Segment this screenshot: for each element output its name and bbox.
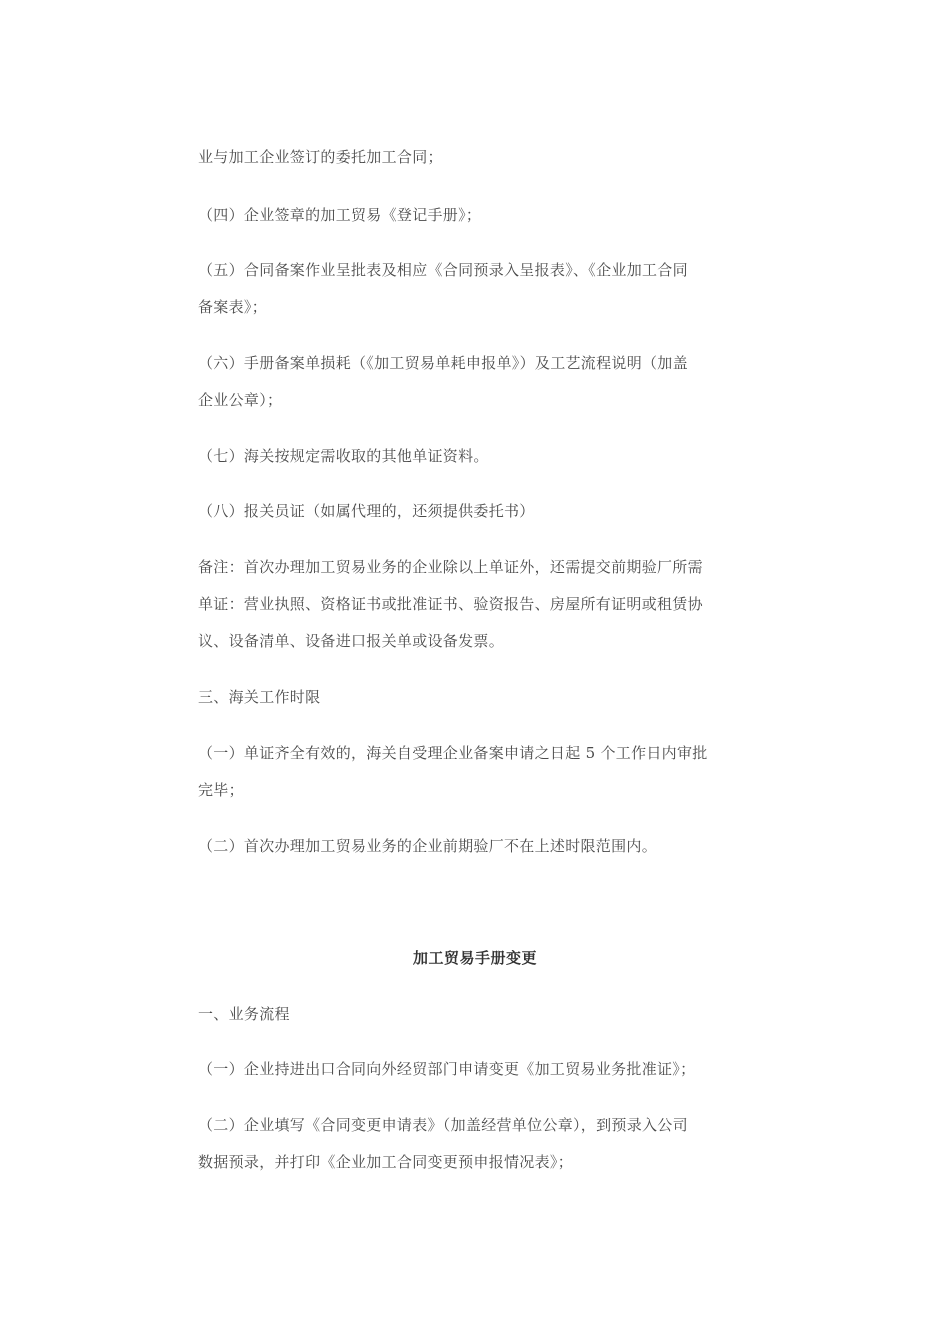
text-line: （七）海关按规定需收取的其他单证资料。 — [198, 447, 489, 465]
text-line: （八）报关员证（如属代理的，还须提供委托书） — [198, 502, 535, 520]
text-line: 企业公章）； — [198, 391, 283, 409]
text-line: （四）企业签章的加工贸易《登记手册》； — [198, 206, 482, 224]
text-line: （六）手册备案单损耗（《加工贸易单耗申报单》）及工艺流程说明（加盖 — [198, 354, 688, 372]
text-line: 一、业务流程 — [198, 1005, 290, 1023]
text-line: （一）企业持进出口合同向外经贸部门申请变更《加工贸易业务批准证》； — [198, 1060, 696, 1078]
text-line: 备案表》； — [198, 298, 268, 316]
text-line: 备注：首次办理加工贸易业务的企业除以上单证外，还需提交前期验厂所需 — [198, 558, 703, 576]
section-title: 加工贸易手册变更 — [412, 949, 537, 967]
text-line: 数据预录，并打印《企业加工合同变更预申报情况表》； — [198, 1153, 574, 1171]
text-line: （五）合同备案作业呈批表及相应《合同预录入呈报表》、《企业加工合同 — [198, 261, 688, 279]
text-line: （二）首次办理加工贸易业务的企业前期验厂不在上述时限范围内。 — [198, 837, 658, 855]
text-line: 业与加工企业签订的委托加工合同； — [198, 148, 443, 166]
text-line: 议、设备清单、设备进口报关单或设备发票。 — [198, 632, 505, 650]
text-line: 单证：营业执照、资格证书或批准证书、验资报告、房屋所有证明或租赁协 — [198, 595, 703, 613]
text-line: 完毕； — [198, 781, 244, 799]
text-line: 三、海关工作时限 — [198, 688, 321, 706]
text-line: （二）企业填写《合同变更申请表》（加盖经营单位公章），到预录入公司 — [198, 1116, 688, 1134]
text-line: （一）单证齐全有效的，海关自受理企业备案申请之日起 5 个工作日内审批 — [198, 744, 708, 762]
